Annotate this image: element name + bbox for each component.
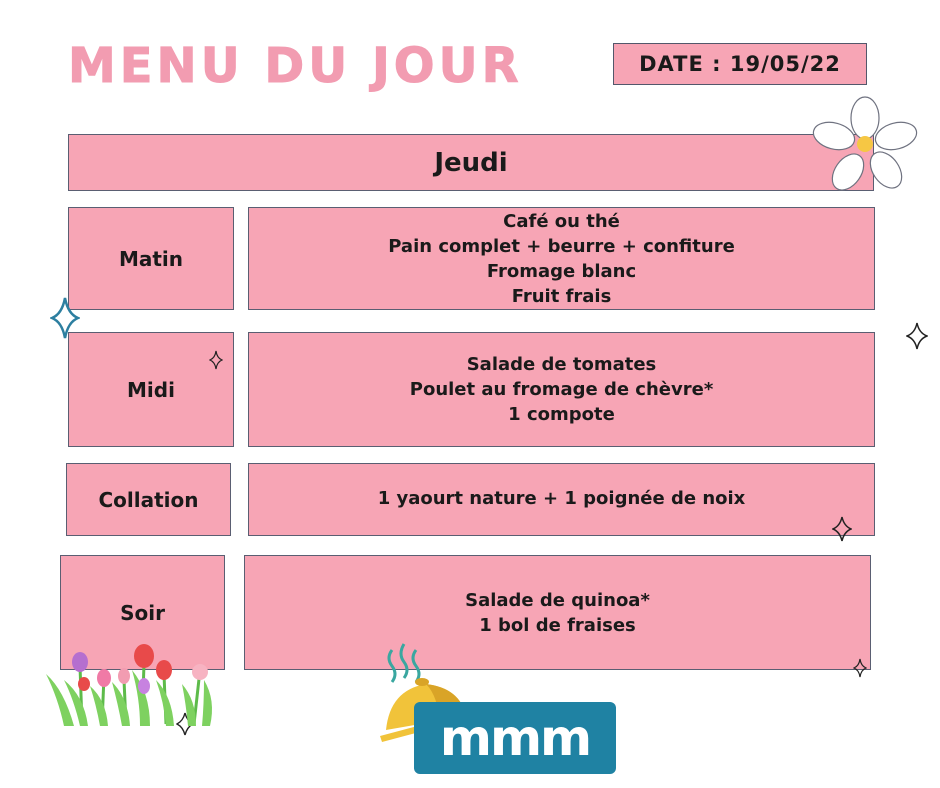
mmm-logo <box>414 702 616 774</box>
meal-label: Midi <box>127 377 175 402</box>
meal-item: 1 compote <box>508 404 615 425</box>
meal-item: Fruit frais <box>511 285 612 307</box>
meal-content-box-soir <box>244 555 871 670</box>
meal-item: Salade de quinoa* <box>465 589 650 611</box>
date-label: DATE : 19/05/22 <box>639 52 841 76</box>
sparkle-icon <box>50 296 80 340</box>
sparkle-icon <box>853 658 867 678</box>
meal-item: Pain complet + beurre + confiture <box>388 235 735 257</box>
meal-item: 1 bol de fraises <box>479 614 636 636</box>
meal-content-box-collation <box>248 463 875 536</box>
meal-item: Poulet au fromage de chèvre* <box>409 379 714 400</box>
meal-item: 1 yaourt nature + 1 poignée de noix <box>377 488 746 509</box>
meal-label: Soir <box>120 600 165 625</box>
tulips-icon <box>44 640 216 728</box>
meal-content-box-matin <box>248 207 875 310</box>
meal-label: Matin <box>118 246 184 271</box>
logo-text: mmm <box>439 709 591 767</box>
date-box <box>613 43 867 85</box>
daisy-flower-icon <box>812 96 918 196</box>
meal-item: Fromage blanc <box>486 260 637 282</box>
sparkle-icon <box>906 322 928 350</box>
sparkle-icon <box>209 350 223 370</box>
day-header <box>68 134 874 191</box>
meal-label-box-collation <box>66 463 231 536</box>
page-title: MENU DU JOUR <box>68 38 523 94</box>
meal-item: Salade de tomates <box>466 354 657 375</box>
sparkle-icon <box>832 516 852 542</box>
meal-label-box-matin <box>68 207 234 310</box>
meal-label: Collation <box>98 487 199 512</box>
meal-item: Café ou thé <box>503 210 620 232</box>
day-label: Jeudi <box>434 147 508 178</box>
meal-content-box-midi <box>248 332 875 447</box>
